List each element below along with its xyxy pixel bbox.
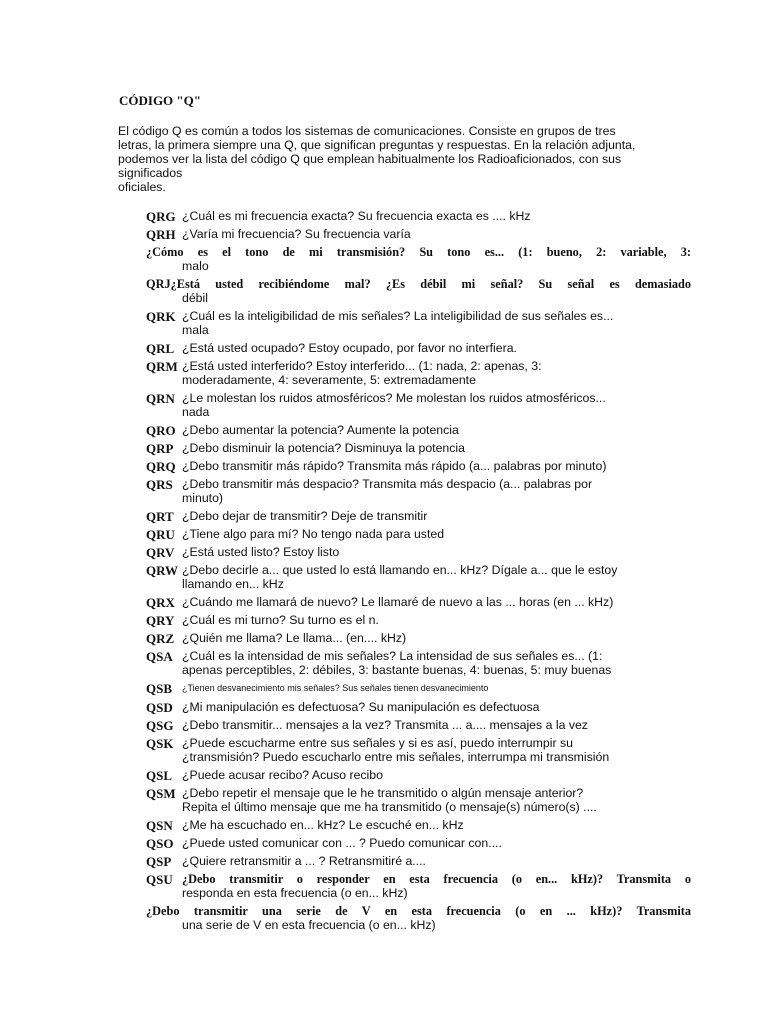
intro-line: oficiales. [118, 180, 166, 194]
list-item [146, 681, 691, 696]
entry-text: ¿transmisión? Puedo escucharlo entre mis señales, interrumpa mi transmisión [182, 750, 610, 764]
list-item [146, 631, 691, 645]
entry-text-continuation: malo [182, 259, 209, 273]
entry-text: minuto) [182, 491, 224, 505]
list-item [146, 277, 691, 305]
entry-text: Repita el último mensaje que me ha transmitido (o mensaje(s) número(s) .... [182, 800, 597, 814]
q-code: QRW [146, 563, 179, 578]
entry-text: ¿Cuál es mi frecuencia exacta? Su frecuencia exacta es .... kHz [182, 209, 531, 223]
q-code: QSA [146, 649, 173, 664]
list-item [146, 245, 691, 273]
entry-text: ¿Debo transmitir o responder en esta frecuencia (o en... kHz)? Transmita o [182, 872, 691, 886]
list-item [146, 786, 691, 814]
entry-text: ¿Está usted interferido? Estoy interferido... (1: nada, 2: apenas, 3: [182, 359, 542, 373]
q-code: QSB [146, 681, 173, 696]
list-item [146, 477, 691, 505]
entry-text: ¿Debo transmitir... mensajes a la vez? Transmita ... a.... mensajes a la vez [182, 718, 588, 732]
list-item [146, 545, 691, 559]
entry-text: ¿Está usted listo? Estoy listo [182, 545, 340, 559]
q-code: QSM [146, 786, 176, 801]
q-code: QRM [146, 359, 178, 374]
entry-text: llamando en... kHz [182, 577, 284, 591]
entry-text: responda en esta frecuencia (o en... kHz) [182, 886, 408, 900]
entry-text: ¿Está usted ocupado? Estoy ocupado, por favor no interfiera. [182, 341, 517, 355]
q-code: QSP [146, 854, 172, 869]
q-code: QRH [146, 227, 176, 242]
entry-text: ¿Me ha escuchado en... kHz? Le escuché en... kHz [182, 818, 464, 832]
list-item [146, 836, 691, 850]
q-code: QSL [146, 768, 173, 783]
q-code: QSD [146, 700, 173, 715]
q-code: QSO [146, 836, 174, 851]
entry-text: ¿Debo transmitir más rápido? Transmita más rápido (a... palabras por minuto) [182, 459, 607, 473]
entry-text: ¿Debo transmitir más despacio? Transmita más despacio (a... palabras por [182, 477, 593, 491]
entry-text: ¿Quiere retransmitir a ... ? Retransmitiré a.... [182, 854, 426, 868]
entry-text: ¿Cuándo me llamará de nuevo? Le llamaré de nuevo a las ... horas (en ... kHz) [182, 595, 614, 609]
entry-text: ¿Varía mi frecuencia? Su frecuencia varía [182, 227, 411, 241]
q-code: QRG [146, 209, 176, 224]
entry-text: ¿Tiene algo para mí? No tengo nada para usted [182, 527, 445, 541]
list-item [146, 341, 691, 355]
q-code: QSG [146, 718, 174, 733]
list-item [146, 904, 691, 932]
entry-text-continuation: débil [182, 291, 208, 305]
entry-text: ¿Debo dejar de transmitir? Deje de transmitir [182, 509, 428, 523]
q-code: QRY [146, 613, 175, 628]
entry-text: moderadamente, 4: severamente, 5: extremadamente [182, 373, 476, 387]
intro-line: podemos ver la lista del código Q que emplean habitualmente los Radioaficionados, con sus [118, 152, 622, 166]
q-code: QRS [146, 477, 173, 492]
list-item [146, 818, 691, 832]
list-item [146, 649, 691, 677]
entry-text: ¿Cuál es mi turno? Su turno es el n. [182, 613, 379, 627]
intro-paragraph [118, 124, 658, 194]
entry-text: mala [182, 323, 209, 337]
intro-line: El código Q es común a todos los sistemas de comunicaciones. Consiste en grupos de tres [118, 124, 616, 138]
entry-text: ¿Debo aumentar la potencia? Aumente la potencia [182, 423, 459, 437]
list-item [146, 423, 691, 437]
q-code: QRP [146, 441, 174, 456]
page-title: CÓDIGO "Q" [119, 93, 201, 108]
entry-text: ¿Quién me llama? Le llama... (en.... kHz) [182, 631, 407, 645]
entry-text: ¿Puede acusar recibo? Acuso recibo [182, 768, 383, 782]
list-item [146, 441, 691, 455]
q-code: QRV [146, 545, 175, 560]
entry-text: ¿Mi manipulación es defectuosa? Su manipulación es defectuosa [182, 700, 540, 714]
list-item [146, 563, 691, 591]
q-code: QSN [146, 818, 173, 833]
list-item [146, 459, 691, 473]
q-code: QRX [146, 595, 175, 610]
q-code: QSK [146, 736, 174, 751]
q-code: QRZ [146, 631, 175, 646]
list-item [146, 872, 691, 900]
list-item [146, 509, 691, 523]
q-code: QRN [146, 391, 175, 406]
list-item [146, 854, 691, 868]
entry-text: ¿Puede escucharme entre sus señales y si es así, puedo interrumpir su [182, 736, 573, 750]
entry-text: ¿Cuál es la inteligibilidad de mis señales? La inteligibilidad de sus señales es... [182, 309, 614, 323]
q-code: QRK [146, 309, 176, 324]
entry-text: ¿Debo repetir el mensaje que le he transmitido o algún mensaje anterior? [182, 786, 584, 800]
entry-text: ¿Cuál es la intensidad de mis señales? La intensidad de sus señales es... (1: [182, 649, 603, 663]
intro-line: letras, la primera siempre una Q, que significan preguntas y respuestas. En la relación adjunta, [118, 138, 636, 152]
q-code-list [146, 209, 691, 936]
entry-text: ¿Tienen desvanecimiento mis señales? Sus señales tienen desvanecimiento [182, 683, 489, 693]
list-item [146, 391, 691, 419]
list-item [146, 209, 691, 223]
q-code: QRT [146, 509, 174, 524]
list-item [146, 613, 691, 627]
list-item [146, 227, 691, 241]
list-item [146, 768, 691, 782]
list-item [146, 359, 691, 387]
entry-text: ¿Le molestan los ruidos atmosféricos? Me molestan los ruidos atmosféricos... [182, 391, 606, 405]
entry-text: ¿Puede usted comunicar con ... ? Puedo comunicar con.... [182, 836, 502, 850]
entry-text-continuation: una serie de V en esta frecuencia (o en... kHz) [182, 918, 436, 932]
list-item [146, 309, 691, 337]
list-item [146, 700, 691, 714]
q-code: QSU [146, 872, 173, 887]
entry-text: ¿Cómo es el tono de mi transmisión? Su tono es... (1: bueno, 2: variable, 3: [146, 245, 691, 259]
list-item [146, 527, 691, 541]
list-item [146, 718, 691, 732]
q-code: QRO [146, 423, 176, 438]
q-code: QRQ [146, 459, 176, 474]
list-item [146, 736, 691, 764]
entry-text: ¿Debo disminuir la potencia? Disminuya la potencia [182, 441, 465, 455]
entry-text: ¿Debo transmitir una serie de V en esta frecuencia (o en ... kHz)? Transmita [146, 904, 691, 918]
q-code: QRU [146, 527, 175, 542]
entry-text: apenas perceptibles, 2: débiles, 3: bastante buenas, 4: buenas, 5: muy buenas [182, 663, 612, 677]
entry-text: QRJ¿Está usted recibiéndome mal? ¿Es débil mi señal? Su señal es demasiado [146, 277, 691, 291]
q-code: QRL [146, 341, 175, 356]
entry-text: ¿Debo decirle a... que usted lo está llamando en... kHz? Dígale a... que le estoy [182, 563, 618, 577]
intro-line: significados [118, 166, 183, 180]
entry-text: nada [182, 405, 210, 419]
list-item [146, 595, 691, 609]
